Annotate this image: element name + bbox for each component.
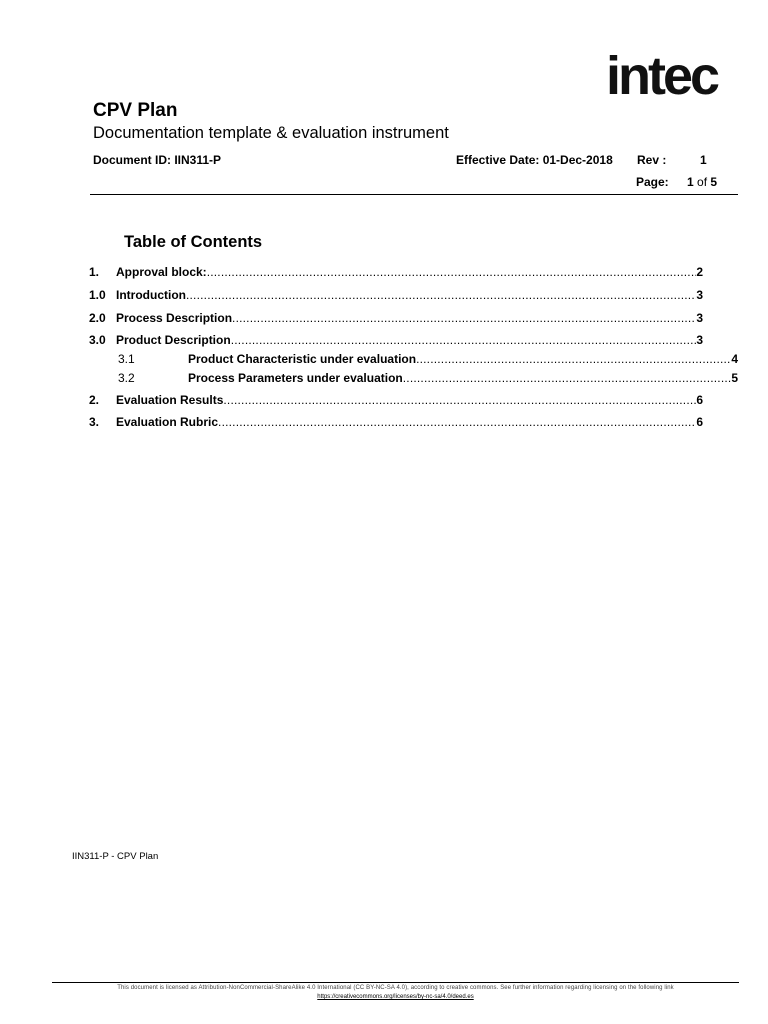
- rev-value: 1: [700, 153, 707, 167]
- toc-leader-dots: [186, 287, 696, 303]
- toc-entry-number: 1.0: [89, 288, 106, 302]
- document-footer-label: IIN311-P - CPV Plan: [72, 851, 159, 862]
- toc-entry-number: 1.: [89, 265, 100, 279]
- toc-leader-dots: [218, 414, 696, 430]
- toc-entry-page: 3: [696, 288, 703, 302]
- toc-leader-dots: [223, 392, 696, 408]
- toc-entry-process-parameters[interactable]: [118, 370, 738, 386]
- toc-entry-page: 4: [731, 352, 738, 366]
- license-notice: This document is licensed as Attribution-NonCommercial-ShareAlike 4.0 International (CC BY-NC-SA 4.0), according to creative commons. See further information regarding licensing on the following link: [117, 985, 674, 991]
- page-label: Page:: [636, 175, 669, 189]
- toc-entry-text: Product Characteristic under evaluation: [188, 352, 417, 366]
- toc-entry-text: Evaluation Results: [116, 393, 224, 407]
- toc-leader-dots: [232, 310, 696, 326]
- toc-entry-page: 3: [696, 333, 703, 347]
- toc-entry-number: 2.: [89, 393, 100, 407]
- toc-entry-evaluation-rubric[interactable]: [89, 414, 703, 430]
- document-id: Document ID: IIN311-P: [93, 153, 222, 167]
- toc-entry-product-description[interactable]: [89, 332, 703, 348]
- toc-entry-number: 2.0: [89, 311, 106, 325]
- intec-logo: [606, 50, 732, 102]
- toc-entry-page: 3: [696, 311, 703, 325]
- page-of: of: [697, 175, 708, 189]
- toc-leader-dots: [207, 264, 697, 280]
- page-total: 5: [710, 175, 718, 189]
- toc-entry-product-characteristic[interactable]: [118, 351, 738, 367]
- license-link[interactable]: https://creativecommons.org/licenses/by-nc-sa/4.0/deed.es: [317, 994, 474, 1000]
- document-subtitle: Documentation template & evaluation instrument: [93, 124, 449, 142]
- svg-text:intec: intec: [606, 50, 718, 102]
- toc-leader-dots: [416, 351, 731, 367]
- toc-entry-text: Process Parameters under evaluation: [188, 371, 403, 385]
- document-title: CPV Plan: [93, 100, 178, 121]
- toc-entry-number: 3.2: [118, 371, 135, 385]
- toc-entry-page: 6: [696, 415, 703, 429]
- toc-leader-dots: [403, 370, 732, 386]
- toc-entry-text: Introduction: [116, 288, 186, 302]
- toc-entry-text: Approval block:: [116, 265, 207, 279]
- toc-title: Table of Contents: [124, 233, 263, 251]
- toc-entry-evaluation-results[interactable]: [89, 392, 703, 408]
- toc-entry-page: 5: [731, 371, 738, 385]
- page-number: [687, 175, 717, 189]
- header-divider: [90, 194, 738, 195]
- page-current: 1: [687, 175, 694, 189]
- toc-entry-text: Product Description: [116, 333, 231, 347]
- toc-entry-page: 6: [696, 393, 703, 407]
- rev-label: Rev :: [637, 153, 667, 167]
- toc-entry-text: Process Description: [116, 311, 233, 325]
- license-divider: [52, 982, 739, 983]
- toc-entry-introduction[interactable]: [89, 287, 703, 303]
- toc-leader-dots: [231, 332, 697, 348]
- toc-entry-number: 3.: [89, 415, 100, 429]
- toc-entry-number: 3.1: [118, 352, 135, 366]
- effective-date: Effective Date: 01-Dec-2018: [456, 153, 613, 167]
- toc-entry-text: Evaluation Rubric: [116, 415, 219, 429]
- toc-entry-number: 3.0: [89, 333, 106, 347]
- toc-entry-page: 2: [696, 265, 703, 279]
- toc-entry-process-description[interactable]: [89, 310, 703, 326]
- toc-entry-approval-block[interactable]: [89, 264, 703, 280]
